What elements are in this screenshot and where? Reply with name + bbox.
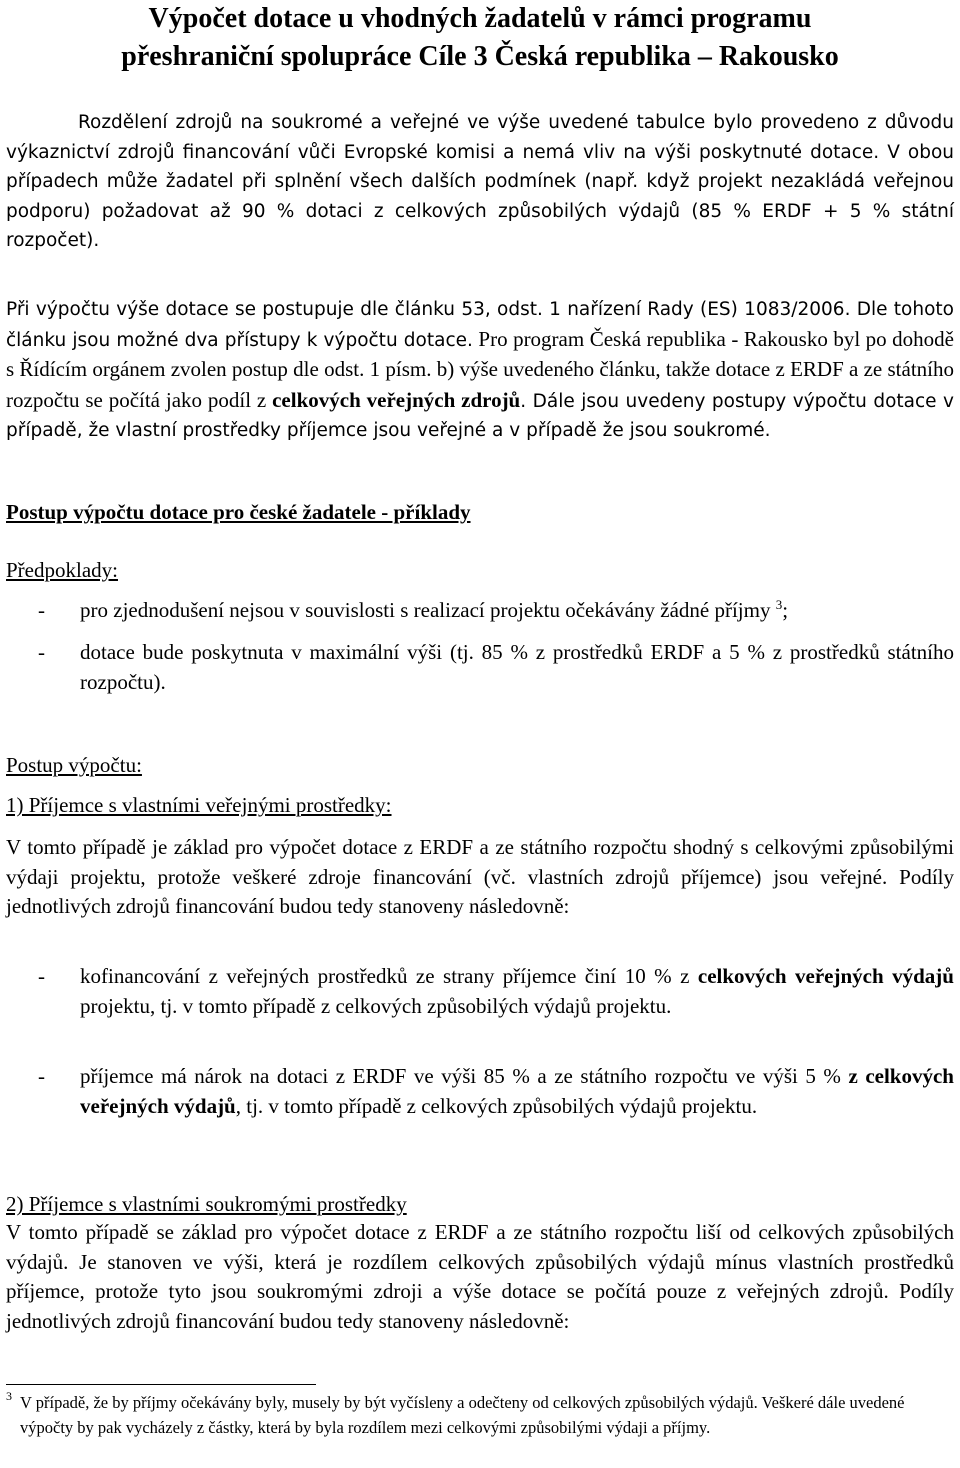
- list-dash: -: [38, 1064, 45, 1088]
- item-text-pre: příjemce má nárok na dotaci z ERDF ve výši 85 % a ze státního rozpočtu ve výši 5 %: [80, 1064, 849, 1088]
- calculation-text-mid: Pro program Česká republika - Rakousko byl po dohodě s Řídícím orgánem zvolen postup dle odst. 1 písm. b) výše uvedeného článku, takže dotace z ERDF a ze státního rozpočtu se počítá jako podíl z: [6, 326, 954, 412]
- calculation-text-bold: celkových veřejných zdrojů: [272, 387, 521, 412]
- item-text-pre: kofinancování z veřejných prostředků ze strany příjemce činí 10 % z: [80, 964, 698, 988]
- title-line-2: přeshraniční spolupráce Cíle 3 Česká republika – Rakousko: [121, 41, 839, 72]
- case1-item-text: [80, 1062, 954, 1121]
- case1-item: [6, 1062, 954, 1121]
- item-text-post: projektu, tj. v tomto případě z celkových způsobilých výdajů projektu.: [80, 993, 672, 1018]
- list-dash: -: [38, 640, 45, 664]
- assumption-item: [6, 638, 954, 697]
- footnote-divider: [6, 1384, 316, 1385]
- calculation-paragraph: [6, 295, 954, 446]
- page-title: [6, 0, 954, 76]
- title-line-1: Výpočet dotace u vhodných žadatelů v rámci programu: [148, 3, 812, 34]
- item-text-bold: celkových veřejných výdajů: [697, 964, 954, 988]
- case2-text: V tomto případě se základ pro výpočet dotace z ERDF a ze státního rozpočtu liší od celkových způsobilých výdajů. Je stanoven ve výši, která je rozdílem celkových způsobilých výdajů mínus vlastních prostředků příjemce, protože tyto jsou soukromými zdroji a výše dotace se počítá pouze z veřejných zdrojů. Podíly jednotlivých zdrojů financování budou tedy stanoveny následovně:: [6, 1220, 954, 1333]
- assumption-text-main: pro zjednodušení nejsou v souvislosti s realizací projektu očekávány žádné příjmy: [80, 598, 771, 622]
- case2-label: 2) Příjemce s vlastními soukromými prostředky: [6, 1192, 407, 1216]
- list-dash: -: [38, 964, 45, 988]
- footnote-ref: 3: [775, 597, 783, 612]
- assumption-text-tail: ;: [782, 598, 789, 622]
- assumptions-label: Předpoklady:: [6, 558, 118, 582]
- case1-item-text: [80, 962, 954, 1021]
- item-text-post: , tj. v tomto případě z celkových způsobilých výdajů projektu.: [235, 1093, 758, 1118]
- case1-item: [6, 962, 954, 1021]
- calculation-text-end: . Dále jsou uvedeny postupy výpočtu dotace v případě, že vlastní prostředky příjemce jsou veřejné a v případě že jsou soukromé.: [6, 390, 955, 441]
- case1-text: V tomto případě je základ pro výpočet dotace z ERDF a ze státního rozpočtu shodný s celkovými způsobilými výdaji projektu, protože veškeré zdroje financování (vč. vlastních zdrojů příjemce) jsou veřejné. Podíly jednotlivých zdrojů financování budou tedy stanoveny následovně:: [6, 835, 954, 918]
- case1-label: 1) Příjemce s vlastními veřejnými prostředky:: [6, 793, 392, 817]
- section-heading: Postup výpočtu dotace pro české žadatele - příklady: [6, 500, 471, 524]
- footnote: 3 V případě, že by příjmy očekávány byly, musely by být vyčísleny a odečteny od celkových způsobilých výdajů. Veškeré dále uvedené výpočty by pak vycházely z částky, která by byla rozdílem mezi celkovými způsobilými výdaji a příjmy.: [6, 1390, 954, 1440]
- assumption-text: dotace bude poskytnuta v maximální výši (tj. 85 % z prostředků ERDF a 5 % z prostředků státního rozpočtu).: [80, 640, 954, 694]
- footnote-text: V případě, že by příjmy očekávány byly, musely by být vyčísleny a odečteny od celkových způsobilých výdajů. Veškeré dále uvedené výpočty by pak vycházely z částky, která by byla rozdílem mezi celkovými způsobilými výdaji a příjmy.: [20, 1393, 905, 1437]
- item-text-bold: z celkových veřejných výdajů: [80, 1064, 954, 1118]
- assumption-text: [80, 596, 954, 626]
- procedure-label: Postup výpočtu:: [6, 753, 142, 777]
- calculation-text-sans: Při výpočtu výše dotace se postupuje dle článku 53, odst. 1 nařízení Rady (ES) 1083/2006. Dle tohoto článku jsou možné dva přístupy k výpočtu dotace.: [6, 299, 954, 351]
- intro-paragraph: Rozdělení zdrojů na soukromé a veřejné ve výše uvedené tabulce bylo provedeno z důvodu výkaznictví zdrojů financování vůči Evropské komisi a nemá vliv na výši poskytnuté dotace. V obou případech může žadatel při splnění všech dalších podmínek (např. když projekt nezakládá veřejnou podporu) požadovat až 90 % dotaci z celkových způsobilých výdajů (85 % ERDF + 5 % státní rozpočet).: [6, 112, 954, 251]
- list-dash: -: [38, 598, 45, 622]
- assumption-item: [6, 596, 954, 626]
